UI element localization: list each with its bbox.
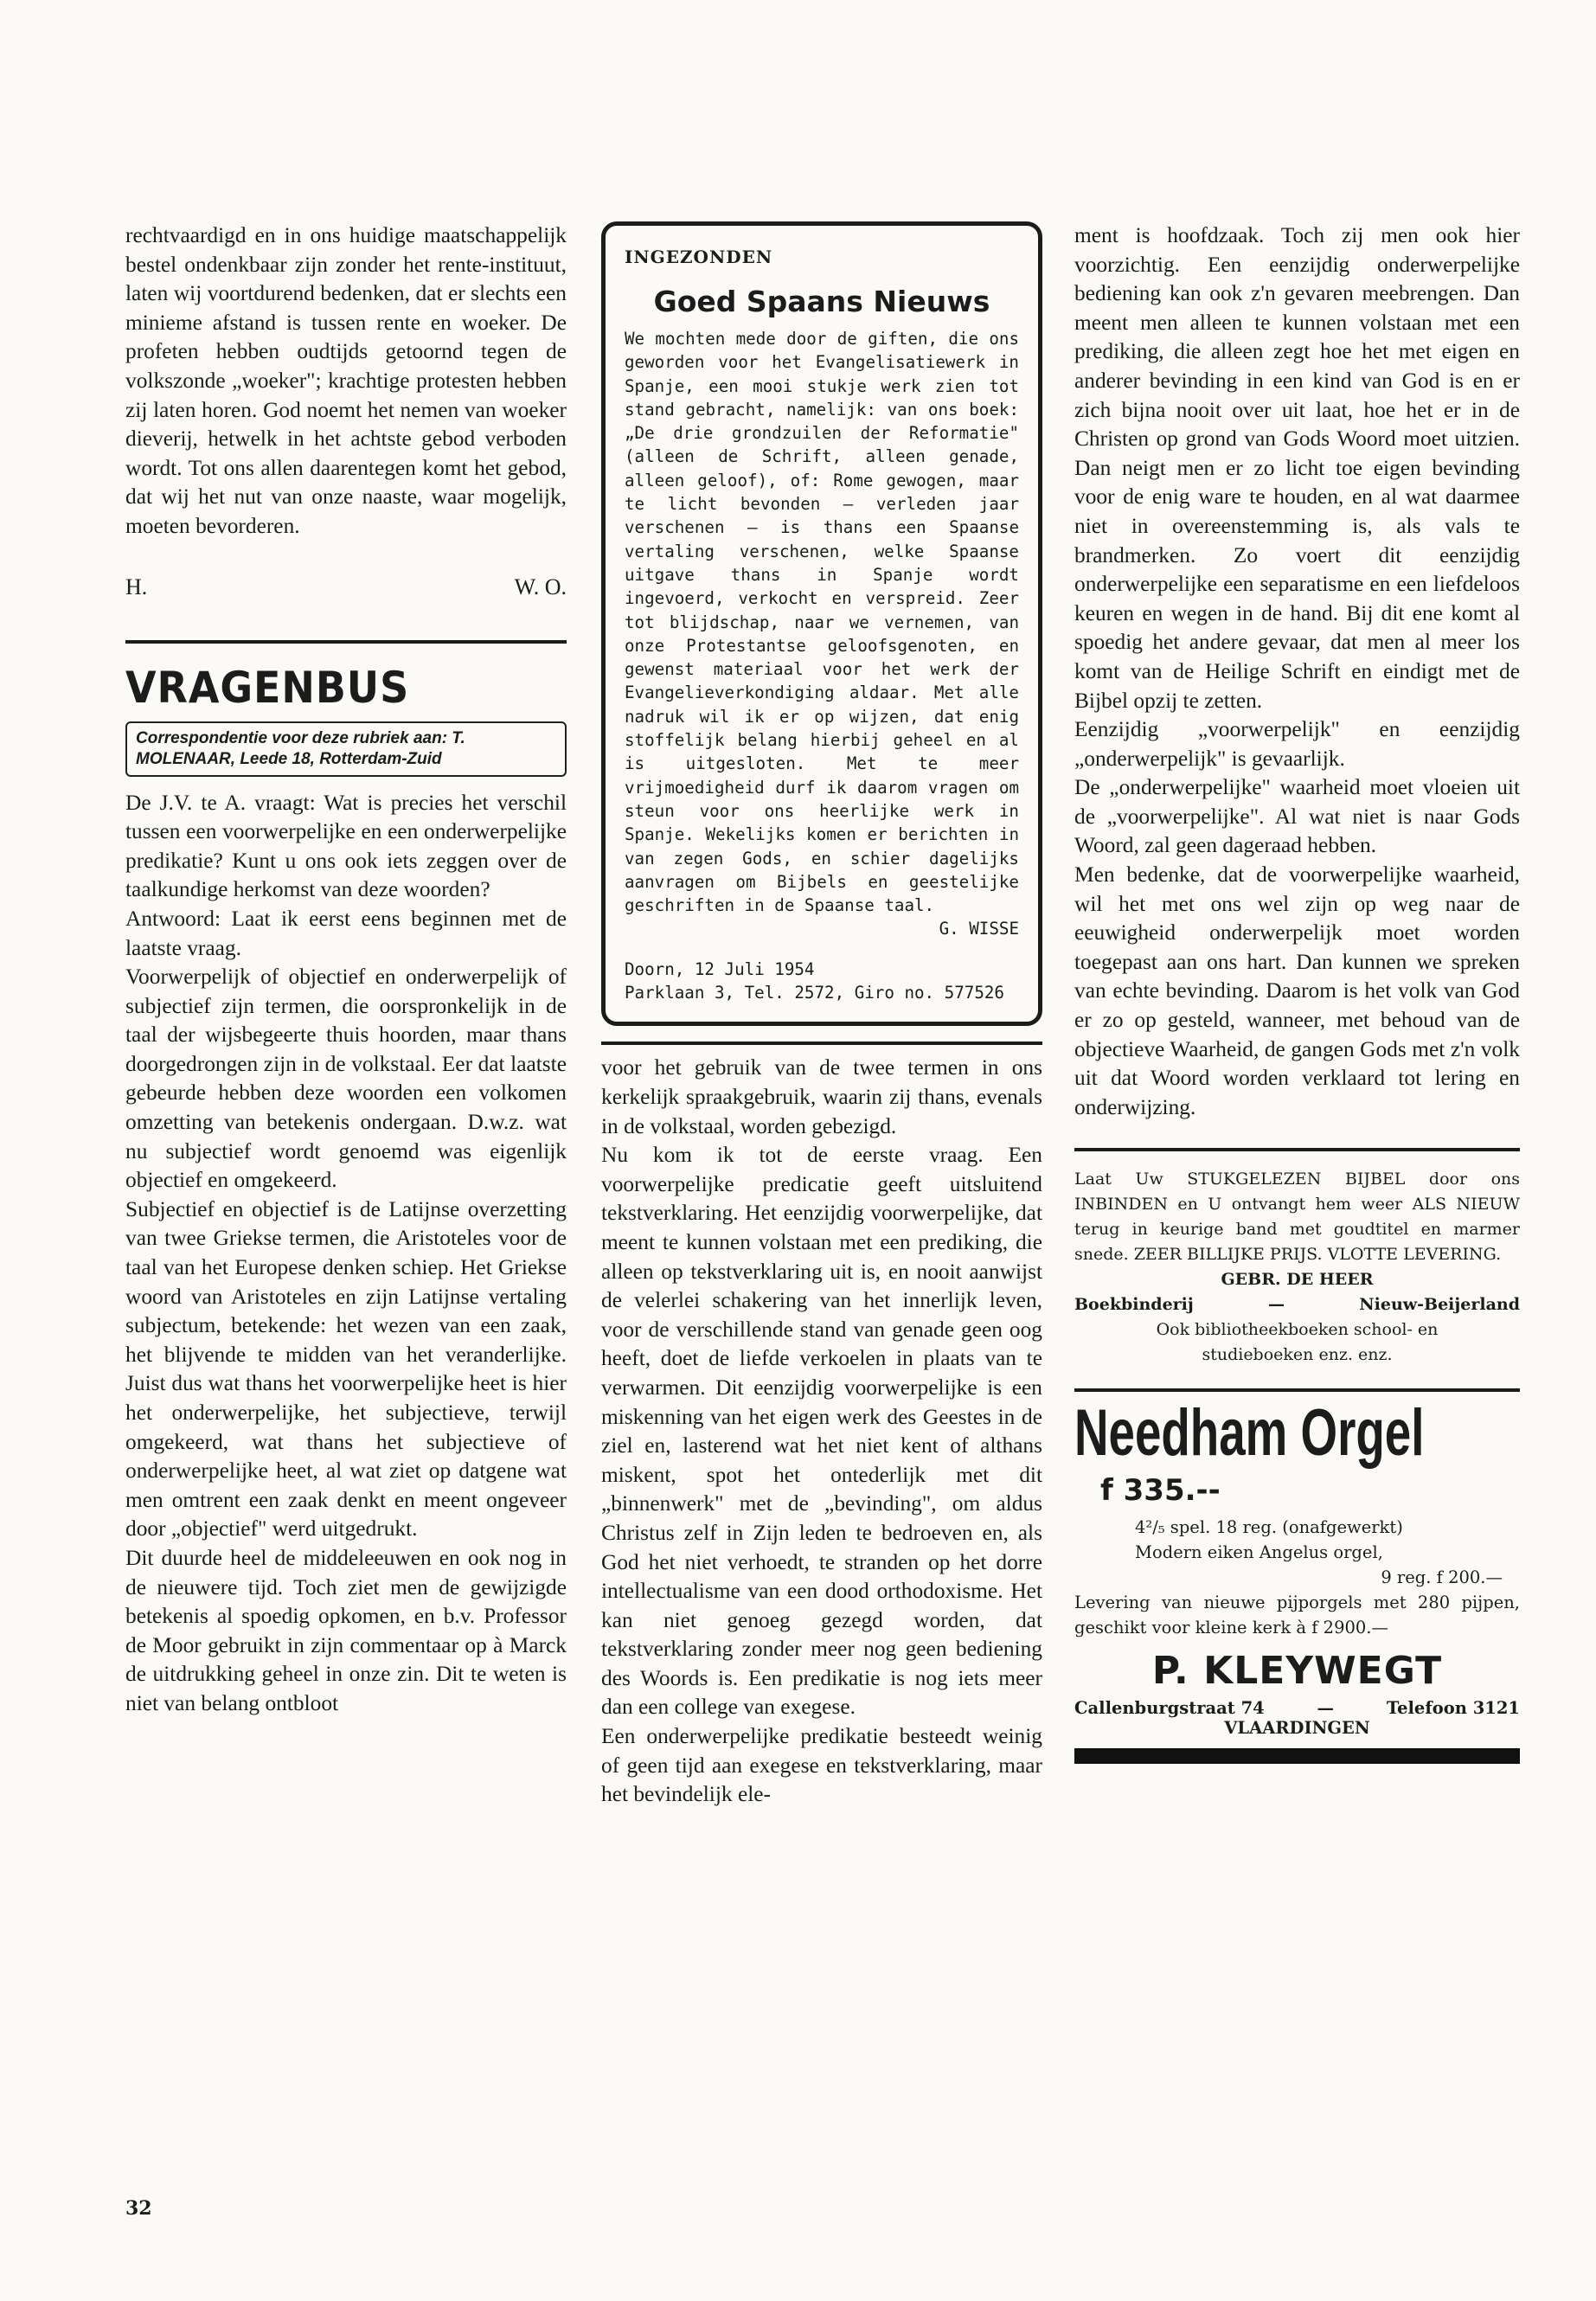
ad-divider <box>1074 1148 1520 1151</box>
ingezonden-address: Parklaan 3, Tel. 2572, Giro no. 577526 <box>625 983 1004 1003</box>
ingezonden-signature: G. WISSE <box>939 919 1019 939</box>
orgel-ad-line: Levering van nieuwe pijporgels met 280 pijpen, geschikt voor kleine kerk à f 2900.— <box>1074 1593 1520 1638</box>
orgel-ad-street: Callenburgstraat 74 <box>1074 1698 1265 1719</box>
page-number: 32 <box>125 2197 152 2220</box>
orgel-ad-price: f 335.-- <box>1100 1473 1221 1509</box>
middle-column <box>601 221 1042 1810</box>
signature-left: H. <box>125 574 148 599</box>
orgel-ad-dash: — <box>1317 1698 1335 1719</box>
orgel-ad-title: Needham Orgel <box>1074 1396 1425 1471</box>
ingezonden-place-date: Doorn, 12 Juli 1954 <box>625 959 815 980</box>
body-paragraph: Een onderwerpelijke predikatie besteedt weinig of geen tijd aan exegese en tekstverklaring, maar het bevindelijk ele- <box>601 1724 1042 1807</box>
ingezonden-body: We mochten mede door de giften, die ons geworden voor het Evangelisatiewerk in Spanje, een mooi stukje werk zien tot stand gebracht, namelijk: van ons boek: „De drie grondzuilen der Reformatie" (alleen de Schrift, alleen genade, alleen geloof), of: Rome gewogen, maar te licht bevonden — verleden jaar verschenen — is thans een Spaanse vertaling verschenen, welke Spaanse uitgave thans in Spanje wordt ingevoerd, verkocht en verspreid. Zeer tot blijdschap, naar we vernemen, van onze Protestantse geloofsgenoten, en gewenst materiaal voor het werk der Evangelieverkondiging aldaar. Met alle nadruk wil ik er op wijzen, dat enig stoffelijk belang hierbij geheel en al is uitgesloten. Met te meer vrijmoedigheid durf ik daarom vragen om steun voor ons heerlijke werk in Spanje. Wekelijks komen er berichten in van zegen Gods, en schier dagelijks aanvragen om Bijbels en geestelijke geschriften in de Spaanse taal. <box>625 329 1019 916</box>
body-paragraph: ment is hoofdzaak. Toch zij men ook hier voorzichtig. Een eenzijdig onderwerpelijke bediening kan ook z'n gevaren meebrengen. Dan meent men alleen te kunnen volstaan met een prediking, die alleen zegt hoe het met eigen en anderer bevinding in een kind van God is en er zich bijna nooit over uit laat, hoe het er in de Christen op grond van Gods Woord moet uitzien. Dan neigt men er zo licht toe eigen bevinding voor de enig ware te houden, en al wat daarmee niet in overeenstemming is, als vals te brandmerken. Zo voert dit eenzijdig onderwerpelijke een separatisme en een liefdeloos keuren en wegen in de hand. Bij dit ene komt al spoedig het andere gevaar, dat men al meer los komt van de Heilige Schrift en eindigt met de Bijbel opzij te zetten. <box>1074 223 1520 713</box>
orgel-ad-contact <box>1074 1698 1520 1718</box>
correspondence-box: Correspondentie voor deze rubriek aan: T. MOLENAAR, Leede 18, Rotterdam-Zuid <box>125 721 567 777</box>
bijbel-ad-row-right: Nieuw-Beijerland <box>1359 1295 1520 1315</box>
bijbel-ad-row <box>1074 1292 1520 1317</box>
body-paragraph: Dit duurde heel de middeleeuwen en ook nog in de nieuwere tijd. Toch ziet men de gewijzigde betekenis al spoedig opkomen, en b.v. Professor de Moor gebruikt in zijn commentaar op à Marck de uitdrukking geheel in onze zin. Dit te weten is niet van belang ontbloot <box>125 1545 567 1715</box>
orgel-ad-phone: Telefoon 3121 <box>1386 1698 1520 1719</box>
orgel-ad-company: P. KLEYWEGT <box>1151 1649 1443 1694</box>
signature-line <box>125 574 567 600</box>
body-paragraph: Subjectief en objectief is de Latijnse overzetting van twee Griekse termen, die Aristoteles voor de taal van het Europese denken schiep. Het Griekse woord van Aristoteles en zijn Latijnse vertaling subjectum, betekende: het wezen van een zaak, het blijvende te midden van het veranderlijke. Juist dus wat thans het voorwerpelijke heet is hier het onderwerpelijke, het subjectieve, terwijl omgekeerd, wat thans het subjectieve of onderwerpelijke heet, al wat ziet op datgene wat men omtrent een zaak denkt en meent ongeveer door „objectief" werd uitgedrukt. <box>125 1196 567 1541</box>
box-divider <box>601 1042 1042 1045</box>
bijbel-ad-row-dash: — <box>1268 1295 1285 1315</box>
bijbel-ad-row-left: Boekbinderij <box>1074 1295 1194 1315</box>
ingezonden-label: INGEZONDEN <box>625 247 773 267</box>
orgel-ad-city: VLAARDINGEN <box>1224 1718 1370 1739</box>
right-column <box>1074 221 1520 1764</box>
question-paragraph: De J.V. te A. vraagt: Wat is precies het verschil tussen een voorwerpelijke en een onderwerpelijke predikatie? Kunt u ons ook iets zeggen over de taalkundige herkomst van deze woorden? <box>125 790 567 902</box>
body-paragraph: De „onderwerpelijke" waarheid moet vloeien uit de „voorwerpelijke". Al wat niet is naar Gods Woord, zal geen dageraad hebben. <box>1074 775 1520 858</box>
section-title: VRAGENBUS <box>125 662 410 713</box>
body-paragraph: voor het gebruik van de twee termen in ons kerkelijk spraakgebruik, waarin zij thans, evenals in de volkstaal, worden gebezigd. <box>601 1055 1042 1138</box>
left-column <box>125 221 567 1719</box>
intro-paragraph: rechtvaardigd en in ons huidige maatschappelijk bestel ondenkbaar zijn zonder het rente-instituut, laten wij voortdurend bedenken, dat er slechts een minieme afstand is tussen rente en woeker. De profeten hebben oudtijds getoornd tegen de volkszonde „woeker"; krachtige protesten hebben zij laten horen. God noemt het nemen van woeker dieverij, hetwelk in het achtste gebod verboden wordt. Tot ons allen daarentegen komt het gebod, dat wij het nut van onze naaste, waar mogelijk, moeten bevorderen. <box>125 223 567 538</box>
ingezonden-box <box>601 221 1042 1026</box>
bijbel-ad-footer: Ook bibliotheekboeken school- en studieboeken enz. enz. <box>1156 1320 1439 1365</box>
body-paragraph: Voorwerpelijk of objectief en onderwerpelijk of subjectief zijn termen, die oorspronkelijk in de taal der wijsbegeerte thuis hoorden, maar thans doorgedrongen zijn in de volkstaal. Eer dat laatste gebeurde hebben deze woorden een volkomen omzetting van betekenis ondergaan. D.w.z. wat nu subjectief wordt genoemd was eigenlijk objectief en omgekeerd. <box>125 965 567 1193</box>
body-paragraph: Eenzijdig „voorwerpelijk" en eenzijdig „onderwerpelijk" is gevaarlijk. <box>1074 717 1520 771</box>
bijbel-ad-company: GEBR. DE HEER <box>1221 1270 1374 1290</box>
section-divider <box>125 640 567 644</box>
answer-paragraph: Antwoord: Laat ik eerst eens beginnen met de laatste vraag. <box>125 906 567 960</box>
orgel-ad-line: 9 reg. f 200.— <box>1381 1567 1503 1588</box>
orgel-ad-line: Modern eiken Angelus orgel, <box>1135 1542 1383 1563</box>
bijbel-ad <box>1074 1167 1520 1368</box>
orgel-ad <box>1074 1396 1520 1764</box>
signature-right: W. O. <box>514 574 567 599</box>
bijbel-ad-text: Laat Uw STUKGELEZEN BIJBEL door ons INBINDEN en U ontvangt hem weer ALS NIEUW terug in keurige band met goudtitel en marmer snede. ZEER BILLIJKE PRIJS. VLOTTE LEVERING. <box>1074 1170 1520 1265</box>
ingezonden-title: Goed Spaans Nieuws <box>653 285 990 318</box>
body-paragraph: Nu kom ik tot de eerste vraag. Een voorwerpelijke predicatie geeft uitsluitend tekstverklaring. Het eenzijdig voorwerpelijke, dat meent te kunnen volstaan met een prediking, die alleen op tekstverklaring uit is, en nooit aanwijst de velerlei schakering van het innerlijk leven, voor de verschillende stand van genade geen oog heeft, doet de liefde verkoelen in plaats van te verwarmen. Dit eenzijdig voorwerpelijke is een miskenning van het eigen werk des Geestes in de ziel en, lasterend wat het niet kent of althans miskent, spot het ontederlijk met dit „binnenwerk" met de „bevinding", om aldus Christus zelf in Zijn leden te bedroeven en, als God het niet verhoedt, te stranden op het dorre intellectualisme van een dood orthodoxisme. Het kan niet genoeg gezegd worden, dat tekstverklaring zonder meer nog geen bediening des Woords is. Een predikatie is nog iets meer dan een college van exegese. <box>601 1143 1042 1720</box>
orgel-ad-line: 4²/₅ spel. 18 reg. (onafgewerkt) <box>1135 1517 1403 1538</box>
ad-divider <box>1074 1388 1520 1392</box>
body-paragraph: Men bedenke, dat de voorwerpelijke waarheid, wil het met ons wel zijn op weg naar de eeuwigheid onderwerpelijk moet worden toegepast aan ons hart. Dan kunnen we spreken van echte bevinding. Daarom is het volk van God er zo op gesteld, wanneer, met behoud van de objectieve Waarheid, de gangen Gods met z'n volk uit dat Woord worden verklaard tot lering en onderwijzing. <box>1074 862 1520 1119</box>
black-bar <box>1074 1748 1520 1764</box>
